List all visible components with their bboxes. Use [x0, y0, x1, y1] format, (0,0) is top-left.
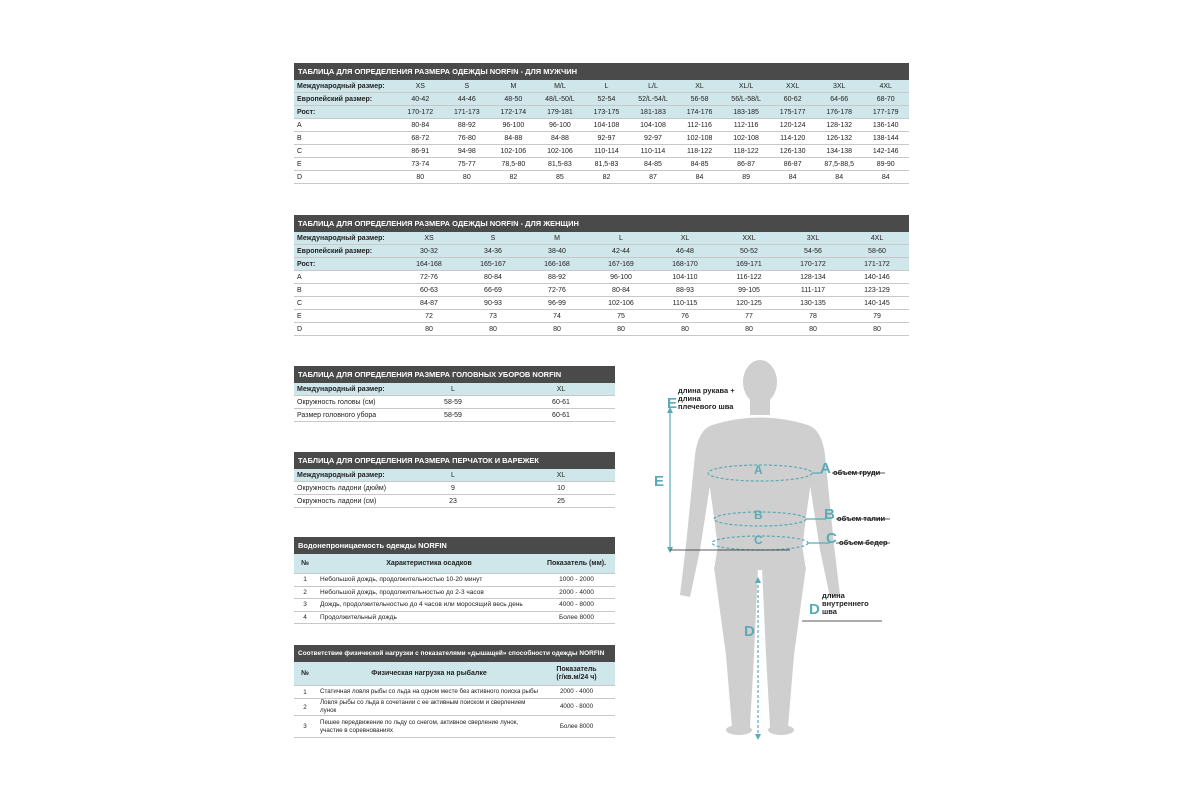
- table-cell: 56/L-58/L: [731, 96, 761, 103]
- headwear-size-table: [294, 366, 615, 422]
- row-label: B: [297, 135, 302, 142]
- row-description: Ловля рыбы со льда в сочетании с ее активным поиском и сверлением лунок: [320, 699, 526, 714]
- table-cell: 80: [617, 326, 625, 333]
- table-cell: XXL: [786, 83, 800, 90]
- table-row: [294, 145, 909, 158]
- row-value: 2000 - 4000: [559, 688, 594, 695]
- table-cell: 142-146: [872, 148, 899, 155]
- row-number: 2: [303, 703, 307, 711]
- waterproof-table-body: [294, 574, 615, 624]
- table-cell: 84: [835, 174, 844, 181]
- table-cell: L: [619, 235, 623, 242]
- headwear-table-title: ТАБЛИЦА ДЛЯ ОПРЕДЕЛЕНИЯ РАЗМЕРА ГОЛОВНЫХ УБОРОВ NORFIN: [294, 366, 615, 383]
- table-row: [294, 106, 909, 119]
- table-cell: 140-146: [864, 274, 890, 281]
- men-size-table: [294, 63, 909, 184]
- gloves-size-table: [294, 452, 615, 508]
- row-value: Более 8000: [558, 613, 595, 621]
- row-label: Международный размер:: [297, 386, 385, 393]
- table-cell: L: [451, 386, 455, 393]
- table-cell: 60-61: [552, 412, 570, 419]
- table-cell: 104-110: [672, 274, 698, 281]
- table-row: [294, 80, 909, 93]
- body-silhouette: [640, 355, 920, 755]
- table-cell: 169-171: [736, 261, 762, 268]
- table-cell: 89: [742, 174, 750, 181]
- table-cell: 173-175: [593, 109, 620, 116]
- table-cell: 110-115: [672, 300, 698, 307]
- table-cell: 104-108: [593, 122, 620, 129]
- letter-b: B: [824, 506, 835, 523]
- table-cell: 80: [462, 174, 471, 181]
- label-hips: объем бедер: [839, 538, 888, 547]
- table-cell: XL/L: [738, 83, 754, 90]
- table-cell: 80-84: [612, 287, 630, 294]
- label-sleeve-line2: длина: [678, 394, 701, 403]
- table-cell: 34-36: [484, 248, 502, 255]
- table-cell: L: [604, 83, 609, 90]
- table-cell: 96-100: [610, 274, 632, 281]
- men-table-body: [294, 80, 909, 184]
- row-description: Небольшой дождь, продолжительностью 10-20 минут: [320, 576, 483, 583]
- table-cell: 84: [881, 174, 890, 181]
- table-row: [294, 574, 615, 587]
- table-cell: M: [554, 235, 560, 242]
- letter-d: D: [809, 601, 820, 618]
- table-cell: S: [490, 235, 496, 242]
- header-number: №: [301, 560, 309, 567]
- letter-a: A: [820, 460, 831, 477]
- table-cell: 50-52: [740, 248, 758, 255]
- table-cell: 25: [557, 498, 565, 505]
- table-cell: 96-100: [549, 122, 571, 129]
- table-cell: 89-90: [876, 161, 895, 168]
- table-cell: 92-97: [597, 135, 616, 142]
- table-cell: 60-61: [552, 399, 570, 406]
- women-table-body: [294, 232, 909, 336]
- table-cell: 10: [557, 485, 565, 492]
- table-cell: 4XL: [879, 83, 892, 90]
- row-label: C: [297, 148, 303, 155]
- table-row: [294, 310, 909, 323]
- gloves-table-title: ТАБЛИЦА ДЛЯ ОПРЕДЕЛЕНИЯ РАЗМЕРА ПЕРЧАТОК И ВАРЕЖЕК: [294, 452, 615, 469]
- table-cell: 68-72: [411, 135, 430, 142]
- table-cell: 40-42: [411, 96, 430, 103]
- table-cell: 58-59: [444, 412, 462, 419]
- table-cell: 166-168: [544, 261, 570, 268]
- table-cell: 52/L-54/L: [638, 96, 668, 103]
- table-cell: XL: [680, 235, 690, 242]
- table-cell: 138-144: [872, 135, 899, 142]
- table-cell: 110-114: [594, 148, 619, 155]
- table-row: [294, 716, 615, 738]
- table-cell: 3XL: [832, 83, 846, 90]
- table-cell: 128-134: [800, 274, 826, 281]
- table-cell: 102-108: [733, 135, 759, 142]
- table-cell: 126-132: [826, 135, 853, 142]
- table-row: [294, 482, 615, 495]
- table-cell: 87: [649, 174, 657, 181]
- table-cell: XL: [556, 472, 566, 479]
- row-label: Рост:: [297, 109, 316, 116]
- table-cell: 66-69: [484, 287, 502, 294]
- row-value: 4000 - 8000: [559, 703, 594, 710]
- table-cell: 177-179: [872, 109, 899, 116]
- row-number: 1: [303, 688, 307, 696]
- table-cell: 170-172: [407, 109, 434, 116]
- table-cell: 9: [451, 485, 455, 492]
- row-label: Европейский размер:: [297, 96, 373, 103]
- table-cell: 179-181: [547, 109, 573, 116]
- table-cell: 75-77: [457, 161, 476, 168]
- row-label: A: [297, 122, 302, 129]
- table-cell: 72-76: [548, 287, 566, 294]
- row-label: C: [297, 300, 303, 307]
- breathability-table-body: [294, 686, 615, 738]
- letter-c: C: [826, 530, 837, 547]
- row-value: 1000 - 2000: [559, 576, 594, 583]
- table-cell: XS: [415, 83, 425, 90]
- table-cell: 176-178: [826, 109, 853, 116]
- waterproof-table: [294, 537, 615, 624]
- table-cell: 82: [509, 174, 518, 181]
- row-label: D: [297, 174, 303, 181]
- table-cell: 80-84: [411, 122, 430, 129]
- letter-e-top: E: [667, 395, 678, 412]
- breathability-table-header: [294, 662, 615, 686]
- table-cell: 110-114: [640, 148, 666, 155]
- table-cell: 38-40: [548, 248, 566, 255]
- table-row: [294, 699, 615, 716]
- table-cell: L/L: [648, 83, 658, 90]
- table-cell: 84-88: [504, 135, 523, 142]
- table-cell: 84-88: [550, 135, 569, 142]
- table-cell: 84-87: [420, 300, 438, 307]
- table-cell: 84: [695, 174, 704, 181]
- table-cell: 118-122: [686, 148, 713, 155]
- table-cell: 168-170: [672, 261, 698, 268]
- row-label: B: [297, 287, 302, 294]
- table-cell: 134-138: [826, 148, 853, 155]
- row-description: Статичная ловля рыбы со льда на одном месте без активного поиска рыбы: [320, 688, 538, 695]
- table-cell: 4XL: [870, 235, 884, 242]
- row-label: E: [297, 313, 302, 320]
- row-number: 1: [303, 576, 307, 583]
- table-cell: 80: [416, 174, 425, 181]
- table-cell: 84-85: [690, 161, 709, 168]
- header-number: №: [301, 670, 309, 677]
- table-cell: 48-50: [504, 96, 523, 103]
- table-row: [294, 271, 909, 284]
- table-cell: 165-167: [480, 261, 506, 268]
- table-cell: 74: [553, 313, 561, 320]
- table-cell: 60-63: [420, 287, 438, 294]
- table-cell: 72: [425, 313, 433, 320]
- table-row: [294, 396, 615, 409]
- label-inseam-line3: шва: [822, 607, 837, 616]
- table-row: [294, 158, 909, 171]
- letter-e: E: [654, 473, 665, 490]
- breathability-table: [294, 645, 615, 738]
- table-cell: 81,5-83: [548, 161, 572, 168]
- table-cell: 112-116: [687, 122, 712, 129]
- table-cell: 76-80: [457, 135, 476, 142]
- table-cell: 60-62: [783, 96, 802, 103]
- row-label: Международный размер:: [297, 83, 385, 90]
- table-cell: 174-176: [686, 109, 713, 116]
- table-cell: 52-54: [597, 96, 616, 103]
- table-cell: 80: [553, 326, 561, 333]
- table-cell: 30-32: [420, 248, 438, 255]
- table-row: [294, 383, 615, 396]
- header-value: Показатель (мм).: [546, 560, 607, 567]
- table-cell: 164-168: [416, 261, 442, 268]
- table-cell: 183-185: [733, 109, 759, 116]
- table-cell: 118-122: [733, 148, 759, 155]
- table-cell: 86-87: [737, 161, 756, 168]
- table-cell: 136-140: [872, 122, 899, 129]
- table-cell: 72-76: [420, 274, 438, 281]
- label-inseam: [822, 592, 869, 616]
- letter-c-body: C: [754, 533, 763, 547]
- table-cell: M/L: [554, 83, 566, 90]
- table-cell: 23: [449, 498, 457, 505]
- table-cell: 80: [681, 326, 689, 333]
- table-cell: 128-132: [826, 122, 853, 129]
- letter-a-body: A: [754, 463, 763, 477]
- table-row: [294, 232, 909, 245]
- table-cell: 48/L-50/L: [545, 96, 575, 103]
- table-cell: 78,5-80: [501, 161, 526, 168]
- table-cell: XXL: [742, 235, 756, 242]
- table-row: [294, 686, 615, 699]
- table-cell: 123-129: [864, 287, 890, 294]
- table-cell: 73-74: [411, 161, 430, 168]
- header-description: Физическая нагрузка на рыбалке: [371, 669, 487, 677]
- table-cell: 172-174: [500, 109, 527, 116]
- label-waist: объем талии: [837, 514, 886, 523]
- header-description: Характеристика осадков: [386, 560, 472, 567]
- table-cell: XL: [695, 83, 704, 90]
- header-value-line2: (г/кв.м/24 ч): [556, 673, 597, 681]
- table-cell: 120-124: [779, 122, 806, 129]
- table-row: [294, 297, 909, 310]
- table-cell: 64-66: [830, 96, 849, 103]
- table-cell: 170-172: [800, 261, 826, 268]
- letter-b-body: B: [754, 508, 763, 522]
- table-row: [294, 119, 909, 132]
- table-cell: 130-135: [800, 300, 826, 307]
- row-number: 3: [303, 601, 307, 608]
- table-cell: 44-46: [457, 96, 476, 103]
- label-sleeve-line3: плечевого шва: [678, 402, 734, 411]
- table-cell: 80: [873, 326, 881, 333]
- table-cell: S: [464, 83, 470, 90]
- row-label: Международный размер:: [297, 472, 385, 479]
- women-size-table: [294, 215, 909, 336]
- table-row: [294, 323, 909, 336]
- waterproof-table-header: [294, 554, 615, 574]
- table-cell: M: [510, 83, 517, 90]
- table-cell: 167-169: [608, 261, 634, 268]
- row-description: Пешее передвижение по льду со снегом, активное сверление лунок, участие в соревнованиях: [320, 718, 519, 734]
- table-cell: 84-85: [644, 161, 662, 168]
- table-cell: L: [451, 472, 455, 479]
- table-cell: 96-100: [502, 122, 525, 129]
- row-description: Продолжительный дождь: [320, 613, 397, 621]
- table-cell: 54-56: [804, 248, 822, 255]
- table-row: [294, 599, 615, 612]
- men-table-title: ТАБЛИЦА ДЛЯ ОПРЕДЕЛЕНИЯ РАЗМЕРА ОДЕЖДЫ NORFIN - ДЛЯ МУЖЧИН: [294, 63, 909, 80]
- table-cell: 175-177: [779, 109, 806, 116]
- table-cell: 58-59: [444, 399, 462, 406]
- table-cell: XS: [424, 235, 434, 242]
- row-label: D: [297, 326, 303, 333]
- table-cell: 102-106: [547, 148, 573, 155]
- table-row: [294, 495, 615, 508]
- table-cell: 80: [425, 326, 433, 333]
- table-cell: 56-58: [690, 96, 709, 103]
- row-number: 2: [303, 588, 307, 596]
- table-cell: 78: [809, 313, 817, 320]
- table-cell: 68-70: [876, 96, 895, 103]
- header-value-line1: Показатель: [556, 665, 597, 673]
- table-cell: 102-106: [500, 148, 527, 155]
- table-row: [294, 409, 615, 422]
- table-cell: 80: [489, 326, 497, 333]
- row-description: Небольшой дождь, продолжительностью до 2-3 часов: [320, 588, 484, 596]
- table-cell: 94-98: [457, 148, 476, 155]
- table-cell: 80-84: [484, 274, 502, 281]
- table-cell: 102-106: [608, 300, 634, 307]
- row-label: Окружность ладони (см): [297, 498, 377, 505]
- label-inseam-line2: внутреннего: [822, 599, 869, 608]
- table-cell: 73: [489, 313, 497, 320]
- table-cell: 111-117: [800, 287, 826, 294]
- table-cell: 140-145: [864, 300, 890, 307]
- table-cell: 84: [788, 174, 797, 181]
- table-cell: 126-130: [779, 148, 806, 155]
- table-cell: 92-97: [644, 135, 662, 142]
- table-cell: 76: [681, 313, 689, 320]
- table-cell: 99-105: [738, 287, 760, 294]
- row-label: Окружность головы (см): [297, 399, 376, 406]
- table-cell: 75: [617, 313, 625, 320]
- row-value: Более 8000: [559, 722, 594, 730]
- row-label: Окружность ладони (дюйм): [297, 485, 387, 492]
- women-table-title: ТАБЛИЦА ДЛЯ ОПРЕДЕЛЕНИЯ РАЗМЕРА ОДЕЖДЫ NORFIN - ДЛЯ ЖЕНЩИН: [294, 215, 909, 232]
- label-sleeve-line1: длина рукава +: [678, 386, 735, 395]
- row-description: Дождь, продолжительностью до 4 часов или моросящий весь день: [320, 601, 523, 608]
- table-cell: 46-48: [676, 248, 694, 255]
- table-cell: 81,5-83: [594, 161, 619, 168]
- label-chest: объем груди: [833, 468, 881, 477]
- table-cell: 120-125: [736, 300, 762, 307]
- table-cell: 86-87: [783, 161, 802, 168]
- table-cell: 82: [602, 174, 611, 181]
- table-cell: XL: [556, 386, 566, 393]
- waterproof-table-title: Водонепроницаемость одежды NORFIN: [294, 537, 615, 554]
- table-cell: 58-60: [868, 248, 886, 255]
- table-row: [294, 284, 909, 297]
- table-cell: 88-93: [676, 287, 694, 294]
- table-cell: 171-172: [864, 261, 890, 268]
- row-value: 4000 - 8000: [559, 601, 594, 608]
- row-value: 2000 - 4000: [559, 588, 594, 596]
- row-number: 4: [303, 613, 307, 621]
- table-cell: 90-93: [484, 300, 502, 307]
- table-cell: 85: [556, 174, 564, 181]
- table-cell: 96-99: [548, 300, 566, 307]
- table-cell: 114-120: [780, 135, 806, 142]
- table-cell: 80: [745, 326, 753, 333]
- table-row: [294, 132, 909, 145]
- breathability-table-title: Соответствие физической нагрузки с показателями «дышащей» способности одежды NORFIN: [294, 645, 615, 662]
- row-label: A: [297, 274, 302, 281]
- label-inseam-line1: длина: [822, 591, 845, 600]
- table-row: [294, 93, 909, 106]
- table-row: [294, 587, 615, 600]
- table-cell: 3XL: [806, 235, 820, 242]
- table-row: [294, 171, 909, 184]
- table-cell: 86-91: [411, 148, 430, 155]
- header-value: [538, 666, 615, 682]
- table-cell: 42-44: [612, 248, 630, 255]
- table-cell: 88-92: [457, 122, 476, 129]
- table-cell: 77: [745, 313, 753, 320]
- row-label: Рост:: [297, 261, 316, 268]
- table-cell: 171-173: [453, 109, 480, 116]
- table-row: [294, 258, 909, 271]
- table-cell: 79: [873, 313, 881, 320]
- table-row: [294, 469, 615, 482]
- table-cell: 88-92: [548, 274, 566, 281]
- row-label: Международный размер:: [297, 235, 385, 242]
- row-label: Размер головного убора: [297, 412, 377, 419]
- letter-d-body: D: [744, 623, 755, 640]
- table-cell: 112-116: [733, 122, 759, 129]
- table-cell: 87,5-88,5: [824, 161, 854, 168]
- table-cell: 102-108: [686, 135, 713, 142]
- label-sleeve-length: [678, 387, 735, 411]
- table-cell: 181-183: [640, 109, 666, 116]
- table-row: [294, 612, 615, 625]
- gloves-table-body: [294, 469, 615, 508]
- table-cell: 116-122: [736, 274, 762, 281]
- body-measurement-figure: [640, 355, 920, 755]
- table-cell: 104-108: [640, 122, 666, 129]
- row-label: Европейский размер:: [297, 248, 373, 255]
- table-cell: 80: [809, 326, 817, 333]
- headwear-table-body: [294, 383, 615, 422]
- row-number: 3: [303, 723, 307, 730]
- row-label: E: [297, 161, 302, 168]
- table-row: [294, 245, 909, 258]
